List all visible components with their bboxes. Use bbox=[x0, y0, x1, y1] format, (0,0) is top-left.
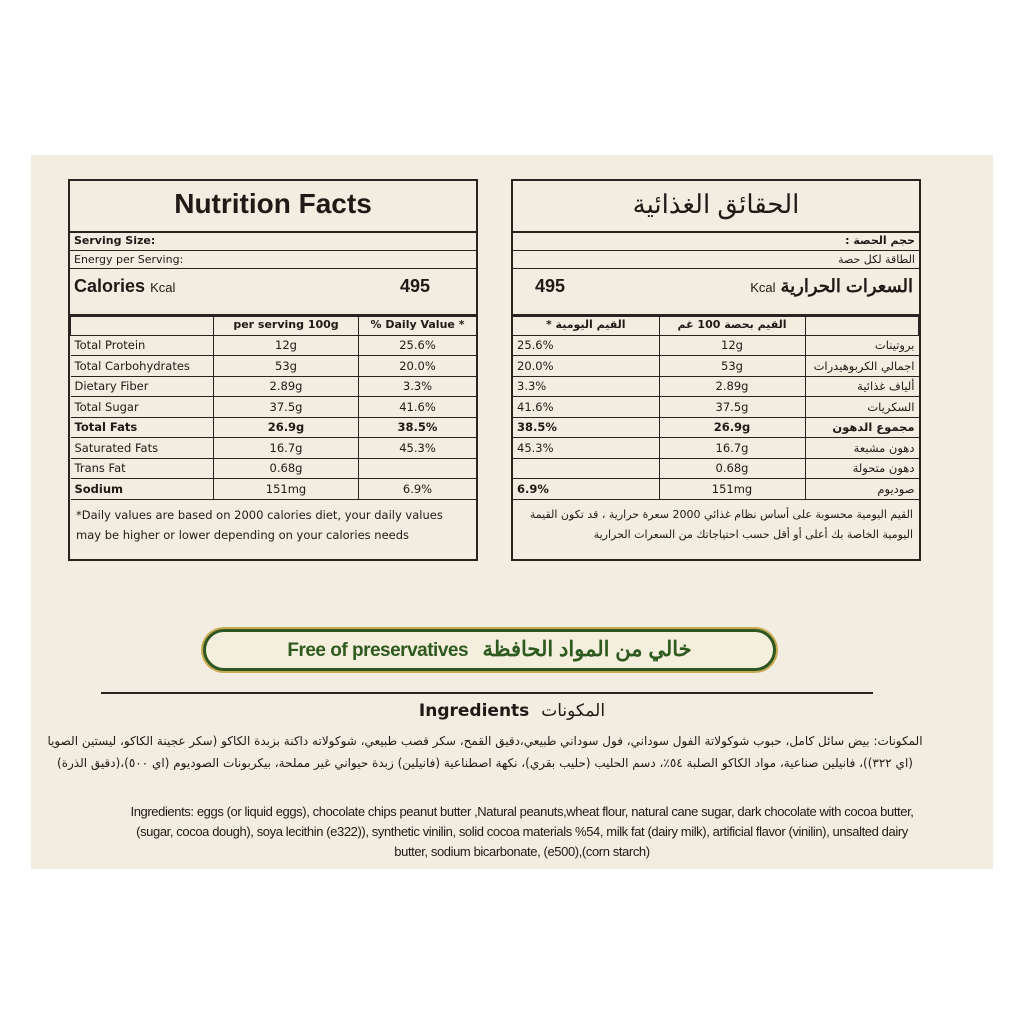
table-row bbox=[71, 417, 477, 438]
nutrient-amount: 26.9g bbox=[659, 417, 805, 438]
nutrient-amount: 2.89g bbox=[659, 376, 805, 397]
col-header-daily-value: % Daily Value * bbox=[359, 315, 477, 336]
nutrient-name: دهون مشبعة bbox=[805, 438, 919, 459]
calories-value: 495 bbox=[400, 276, 431, 296]
ingredients-text-english: Ingredients: eggs (or liquid eggs), chocolate chips peanut butter ,Natural peanuts,wheat flour, natural cane sugar, dark chocolate with cocoa butter,(sugar, cocoa dough), soya lecithin (e322)), synthetic vinilin, solid cocoa materials %54, milk fat (dairy milk), artificial flavor (vinilin), unsalted dairy butter, sodium bicarbonate, (e500),(corn starch) bbox=[130, 804, 914, 859]
nutrient-amount: 12g bbox=[659, 335, 805, 356]
ingredients-heading-english: Ingredients bbox=[418, 701, 530, 721]
table-row bbox=[513, 438, 919, 459]
badge-text-arabic: خالي من المواد الحافظة bbox=[482, 638, 692, 661]
nutrient-amount: 2.89g bbox=[214, 376, 359, 397]
table-row bbox=[513, 376, 919, 397]
calories-value: 495 bbox=[535, 276, 566, 296]
nutrient-amount: 12g bbox=[214, 335, 359, 356]
nutrient-amount: 37.5g bbox=[659, 397, 805, 418]
table-row bbox=[513, 397, 919, 418]
nutrient-daily-value: 41.6% bbox=[513, 397, 659, 418]
table-row bbox=[71, 335, 477, 356]
nutrition-facts-panel-arabic bbox=[511, 179, 921, 561]
serving-size-label: Serving Size: bbox=[70, 231, 476, 251]
nutrition-facts-panel-english bbox=[68, 179, 478, 561]
nutrient-amount: 16.7g bbox=[214, 438, 359, 459]
preservative-free-badge bbox=[203, 629, 776, 671]
calories-row bbox=[513, 268, 919, 317]
nutrient-name: Trans Fat bbox=[71, 458, 214, 479]
daily-value-footnote: *Daily values are based on 2000 calories diet, your daily values may be higher or lower depending on your calories needs bbox=[76, 508, 443, 542]
nutrient-table bbox=[70, 314, 476, 500]
table-header bbox=[71, 315, 477, 336]
panel-title: Nutrition Facts bbox=[70, 181, 476, 233]
nutrient-name: ألياف غذائية bbox=[805, 376, 919, 397]
nutrient-amount: 151mg bbox=[659, 479, 805, 500]
nutrient-name: اجمالي الكربوهيدرات bbox=[805, 356, 919, 377]
serving-size-label: حجم الحصة : bbox=[513, 231, 919, 251]
calories-label: السعرات الحرارية bbox=[780, 276, 913, 296]
nutrient-name: Saturated Fats bbox=[71, 438, 214, 459]
divider bbox=[101, 692, 873, 694]
nutrient-amount: 16.7g bbox=[659, 438, 805, 459]
table-row bbox=[513, 417, 919, 438]
nutrient-daily-value: 41.6% bbox=[359, 397, 477, 418]
calories-row bbox=[70, 268, 476, 317]
nutrient-amount: 26.9g bbox=[214, 417, 359, 438]
nutrition-label bbox=[31, 155, 993, 869]
nutrient-daily-value: 6.9% bbox=[513, 479, 659, 500]
table-row bbox=[71, 356, 477, 377]
nutrient-daily-value: 45.3% bbox=[513, 438, 659, 459]
energy-per-serving-label: الطاقة لكل حصة bbox=[513, 250, 919, 269]
nutrient-daily-value: 38.5% bbox=[513, 417, 659, 438]
nutrient-name: صوديوم bbox=[805, 479, 919, 500]
energy-per-serving-label: Energy per Serving: bbox=[70, 250, 476, 269]
badge-text-english: Free of preservatives bbox=[287, 640, 469, 661]
col-header-daily-value: * القيم اليومية bbox=[513, 315, 659, 336]
nutrient-amount: 37.5g bbox=[214, 397, 359, 418]
nutrient-amount: 53g bbox=[659, 356, 805, 377]
nutrient-name: Total Sugar bbox=[71, 397, 214, 418]
nutrient-name: Sodium bbox=[71, 479, 214, 500]
table-row bbox=[513, 458, 919, 479]
nutrient-name: السكريات bbox=[805, 397, 919, 418]
ingredients-heading-arabic: المكونات bbox=[541, 701, 606, 721]
table-row bbox=[71, 376, 477, 397]
nutrient-daily-value: 25.6% bbox=[513, 335, 659, 356]
nutrient-daily-value: 25.6% bbox=[359, 335, 477, 356]
nutrient-daily-value bbox=[513, 458, 659, 479]
nutrient-daily-value: 3.3% bbox=[513, 376, 659, 397]
nutrient-amount: 0.68g bbox=[659, 458, 805, 479]
nutrient-daily-value: 20.0% bbox=[513, 356, 659, 377]
nutrient-name: Dietary Fiber bbox=[71, 376, 214, 397]
nutrient-amount: 53g bbox=[214, 356, 359, 377]
col-header-per-serving: القيم بحصة 100 غم bbox=[659, 315, 805, 336]
nutrient-daily-value: 6.9% bbox=[359, 479, 477, 500]
table-row bbox=[513, 479, 919, 500]
nutrient-amount: 0.68g bbox=[214, 458, 359, 479]
nutrient-name: دهون متحولة bbox=[805, 458, 919, 479]
col-header-per-serving: per serving 100g bbox=[214, 315, 359, 336]
daily-value-footnote: القيم اليومية محسوبة على أساس نظام غذائي 2000 سعرة حرارية ، قد تكون القيمة اليومية الخاصة بك أعلى أو أقل حسب احتياجاتك من السعرات الحرارية bbox=[529, 508, 913, 541]
table-row bbox=[71, 458, 477, 479]
nutrient-name: Total Protein bbox=[71, 335, 214, 356]
table-row bbox=[71, 397, 477, 418]
calories-unit: Kcal bbox=[750, 280, 776, 295]
ingredients-text-arabic: المكونات: بيض سائل كامل، حبوب شوكولاتة الفول سوداني، فول سوداني طبيعي،دقيق القمح، سكر قصب طبيعي، شوكولاته داكنة بزبدة الكاكو (سكر عجينة الكاكو، ليستين الصويا (اي ٣٢٢))، فانيلين صناعية، مواد الكاكو الصلبة ٥٤٪، دسم الحليب (حليب بقري)، نكهة اصطناعية (فانيلين) زبدة حيواني غير مملحة، بيكربونات الصوديوم (اي ٥٠٠)،(دقيق الذرة) bbox=[47, 734, 923, 770]
calories-unit: Kcal bbox=[150, 280, 176, 295]
table-row bbox=[71, 438, 477, 459]
nutrient-daily-value: 45.3% bbox=[359, 438, 477, 459]
table-row bbox=[513, 335, 919, 356]
nutrient-table bbox=[513, 314, 919, 500]
nutrient-name: Total Carbohydrates bbox=[71, 356, 214, 377]
nutrient-name: Total Fats bbox=[71, 417, 214, 438]
panel-title: الحقائق الغذائية bbox=[513, 181, 919, 233]
nutrient-name: مجموع الدهون bbox=[805, 417, 919, 438]
nutrient-name: بروتينات bbox=[805, 335, 919, 356]
table-row bbox=[71, 479, 477, 500]
ingredients-heading bbox=[31, 701, 993, 721]
calories-label: Calories bbox=[74, 276, 146, 296]
nutrient-daily-value: 38.5% bbox=[359, 417, 477, 438]
nutrient-daily-value: 20.0% bbox=[359, 356, 477, 377]
table-header bbox=[513, 315, 919, 336]
nutrient-daily-value bbox=[359, 458, 477, 479]
table-row bbox=[513, 356, 919, 377]
nutrient-amount: 151mg bbox=[214, 479, 359, 500]
nutrient-daily-value: 3.3% bbox=[359, 376, 477, 397]
